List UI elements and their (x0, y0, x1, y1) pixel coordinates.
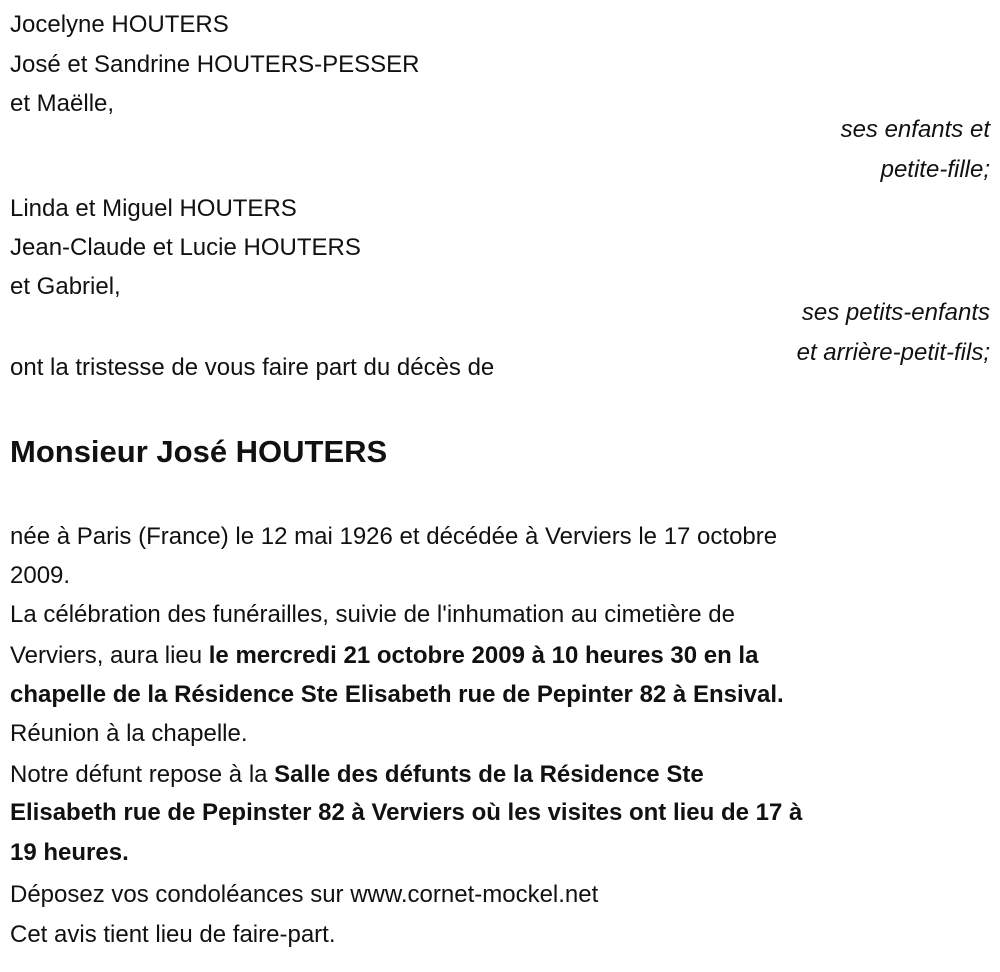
family-member-line: Jocelyne HOUTERS (10, 11, 229, 38)
funeral-text: Verviers, aura lieu (10, 642, 209, 669)
funeral-line: La célébration des funérailles, suivie de l'inhumation au cimetière de (10, 601, 736, 628)
funeral-datetime: le mercredi 21 octobre 2009 à 10 heures 30 en la (208, 642, 759, 669)
repose-line (10, 834, 129, 872)
repose-location: Salle des défunts de la Résidence Ste (274, 761, 704, 788)
repose-location: Elisabeth rue de Pepinster 82 à Verviers où les visites ont lieu de 17 à (10, 799, 803, 826)
funeral-line (10, 676, 784, 714)
repose-line (10, 794, 802, 832)
relation-label: et arrière-petit-fils; (796, 339, 990, 366)
funeral-line (10, 637, 758, 675)
condolences-line: Déposez vos condoléances sur www.cornet-mockel.net (10, 881, 599, 908)
relation-label: petite-fille; (880, 156, 990, 183)
announcement-text: ont la tristesse de vous faire part du décès de (10, 354, 495, 381)
relation-label: ses petits-enfants (801, 299, 990, 326)
repose-line (10, 756, 704, 794)
relation-label: ses enfants et (840, 116, 990, 143)
birth-death-line: 2009. (10, 562, 71, 589)
funeral-location: chapelle de la Résidence Ste Elisabeth rue de Pepinter 82 à Ensival. (10, 681, 784, 708)
family-member-line: José et Sandrine HOUTERS-PESSER (10, 51, 420, 78)
meeting-line: Réunion à la chapelle. (10, 720, 248, 747)
family-member-line: et Maëlle, (10, 90, 115, 117)
deceased-name: Monsieur José HOUTERS (10, 434, 388, 469)
repose-hours: 19 heures. (10, 839, 129, 866)
birth-death-line: née à Paris (France) le 12 mai 1926 et décédée à Verviers le 17 octobre (10, 523, 778, 550)
family-member-line: et Gabriel, (10, 273, 121, 300)
notice-line: Cet avis tient lieu de faire-part. (10, 921, 336, 948)
family-member-line: Linda et Miguel HOUTERS (10, 195, 297, 222)
repose-text: Notre défunt repose à la (10, 761, 275, 788)
family-member-line: Jean-Claude et Lucie HOUTERS (10, 234, 361, 261)
